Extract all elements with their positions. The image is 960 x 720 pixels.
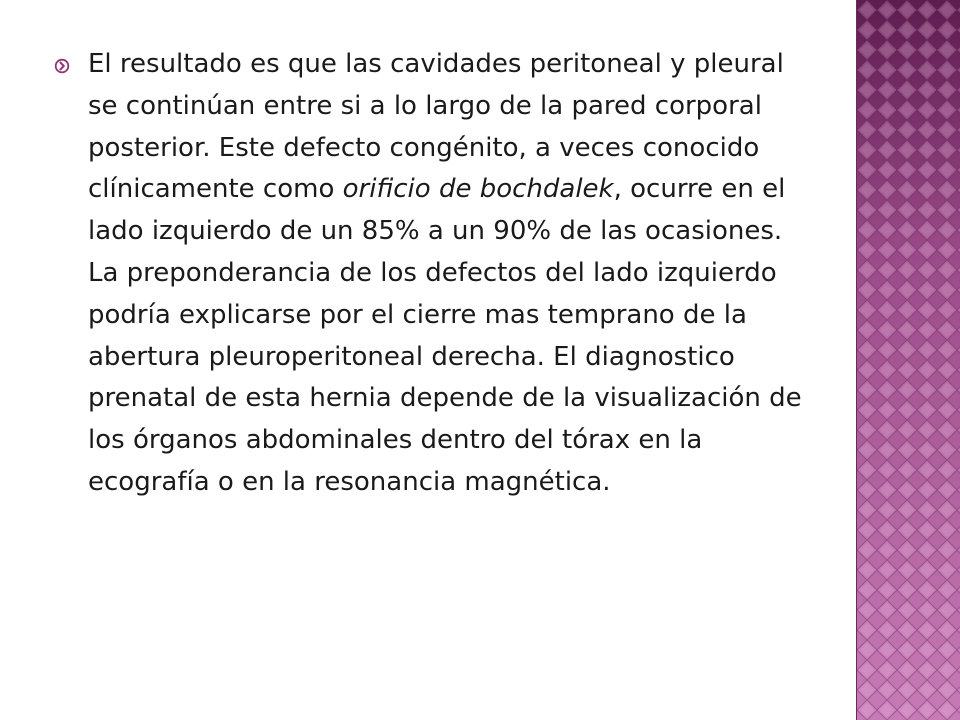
- italic-term: orificio de bochdalek: [342, 174, 614, 205]
- circled-chevron-right-icon: [54, 44, 88, 74]
- text-before-term: El resultado es que las cavidades peritoneal y pleural se continúan entre si a lo largo de la pared corporal posterior. Este defecto congénito, a veces conocido clínicamente como: [88, 49, 784, 205]
- diamond-pattern-icon: [857, 0, 960, 720]
- body-paragraph: [88, 44, 808, 504]
- bullet-item: [54, 44, 834, 504]
- text-after-term: , ocurre en el lado izquierdo de un 85% a un 90% de las ocasiones. La preponderancia de los defectos del lado izquierdo podría explicarse por el cierre mas temprano de la abertura pleuroperitoneal derecha. El diagnostico prenatal de esta hernia depende de la visualización de los órganos abdominales dentro del tórax en la ecografía o en la resonancia magnética.: [88, 174, 802, 497]
- decorative-band: [856, 0, 960, 720]
- content-area: [54, 44, 834, 504]
